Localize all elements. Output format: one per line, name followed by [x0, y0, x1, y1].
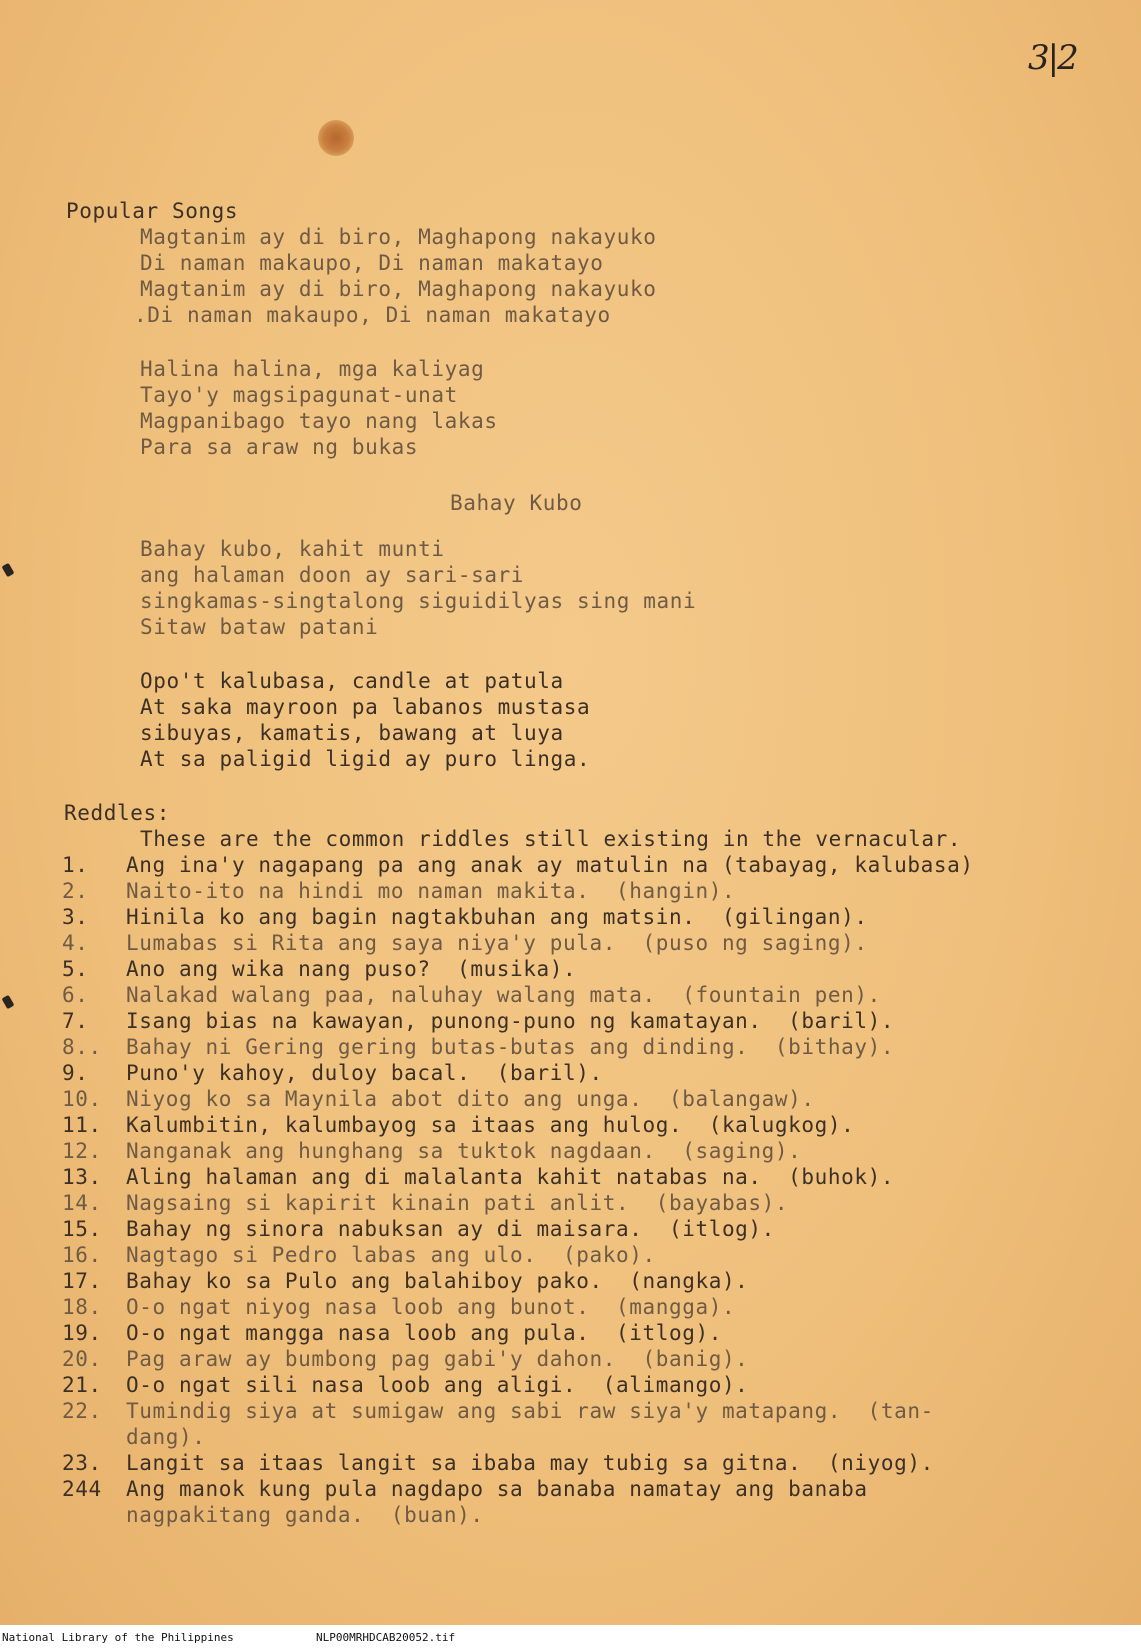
riddle-text: Bahay ko sa Pulo ang balahiboy pako. (nangka). [126, 1269, 749, 1293]
riddle-item [62, 1060, 603, 1086]
riddle-item [62, 1294, 735, 1320]
riddle-item [62, 1346, 748, 1372]
riddles-intro: These are the common riddles still existing in the vernacular. [140, 827, 962, 851]
riddle-number: 3. [62, 905, 89, 929]
riddle-number: 11. [62, 1113, 102, 1137]
riddle-number: 9. [62, 1061, 89, 1085]
riddle-text: Ano ang wika nang puso? (musika). [126, 957, 577, 981]
song-line: Sitaw bataw patani [140, 615, 379, 639]
riddle-number: 244 [62, 1477, 102, 1501]
riddle-text: Nagsaing si kapirit kinain pati anlit. (bayabas). [126, 1191, 789, 1215]
riddle-number: 17. [62, 1269, 102, 1293]
riddle-number: 15. [62, 1217, 102, 1241]
riddle-number: 14. [62, 1191, 102, 1215]
riddle-item [62, 1476, 868, 1502]
riddle-item [62, 1216, 775, 1242]
page-number: 3|2 [1028, 38, 1077, 78]
riddle-number: 23. [62, 1451, 102, 1475]
riddle-item [62, 982, 881, 1008]
song-line: sibuyas, kamatis, bawang at luya [140, 721, 564, 745]
song-line: singkamas-singtalong siguidilyas sing mani [140, 589, 697, 613]
riddle-item [62, 904, 868, 930]
song-line: ang halaman doon ay sari-sari [140, 563, 525, 587]
riddle-text: Langit sa itaas langit sa ibaba may tubig sa gitna. (niyog). [126, 1451, 934, 1475]
riddle-text: Nagtago si Pedro labas ang ulo. (pako). [126, 1243, 656, 1267]
riddle-item [62, 956, 576, 982]
riddle-text: O-o ngat niyog nasa loob ang bunot. (mangga). [126, 1295, 736, 1319]
riddle-text: Aling halaman ang di malalanta kahit natabas na. (buhok). [126, 1165, 895, 1189]
riddle-text: Pag araw ay bumbong pag gabi'y dahon. (banig). [126, 1347, 749, 1371]
riddle-number: 18. [62, 1295, 102, 1319]
riddle-number: 22. [62, 1399, 102, 1423]
riddle-number: 20. [62, 1347, 102, 1371]
song-line: Halina halina, mga kaliyag [140, 357, 485, 381]
riddle-text: O-o ngat mangga nasa loob ang pula. (itlog). [126, 1321, 722, 1345]
song-line: At sa paligid ligid ay puro linga. [140, 747, 591, 771]
riddle-text: Kalumbitin, kalumbayog sa itaas ang hulog. (kalugkog). [126, 1113, 855, 1137]
riddle-text: Naito-ito na hindi mo naman makita. (hangin). [126, 879, 736, 903]
riddle-text: Tumindig siya at sumigaw ang sabi raw siya'y matapang. (tan- [126, 1399, 934, 1423]
footer-bar [0, 1625, 1141, 1650]
songs-heading: Popular Songs [66, 199, 239, 223]
riddle-item [62, 1398, 934, 1424]
riddle-item [62, 1034, 894, 1060]
riddle-item [62, 852, 974, 878]
riddle-number: 4. [62, 931, 89, 955]
margin-mark [2, 563, 15, 577]
footer-filename: NLP00MRHDCAB20052.tif [316, 1631, 456, 1644]
riddle-text: Nalakad walang paa, naluhay walang mata. (fountain pen). [126, 983, 881, 1007]
riddle-item [62, 1086, 815, 1112]
riddle-text: Ang ina'y nagapang pa ang anak ay matulin na (tabayag, kalubasa) [126, 853, 974, 877]
riddle-item [62, 1242, 656, 1268]
riddle-item [62, 1268, 748, 1294]
stain [318, 120, 354, 156]
riddle-item [62, 930, 868, 956]
riddle-item [62, 1138, 801, 1164]
riddle-text: Ang manok kung pula nagdapo sa banaba namatay ang banaba [126, 1477, 868, 1501]
song-line: Magpanibago tayo nang lakas [140, 409, 498, 433]
song-line: Magtanim ay di biro, Maghapong nakayuko [140, 225, 657, 249]
song-line: .Di naman makaupo, Di naman makatayo [134, 303, 611, 327]
riddle-number: 1. [62, 853, 89, 877]
song-line: Bahay kubo, kahit munti [140, 537, 445, 561]
riddle-item [62, 1164, 894, 1190]
riddle-item [62, 1372, 748, 1398]
riddle-number: 10. [62, 1087, 102, 1111]
riddle-text: Bahay ni Gering gering butas-butas ang dinding. (bithay). [126, 1035, 895, 1059]
riddle-number: 13. [62, 1165, 102, 1189]
riddle-text: Bahay ng sinora nabuksan ay di maisara. (itlog). [126, 1217, 775, 1241]
riddle-number: 6. [62, 983, 89, 1007]
riddle-number: 5. [62, 957, 89, 981]
song-line: At saka mayroon pa labanos mustasa [140, 695, 591, 719]
song-line: Opo't kalubasa, candle at patula [140, 669, 564, 693]
riddle-text: Lumabas si Rita ang saya niya'y pula. (puso ng saging). [126, 931, 868, 955]
riddle-item [62, 1008, 894, 1034]
riddle-text: O-o ngat sili nasa loob ang aligi. (alimango). [126, 1373, 749, 1397]
riddle-number: 19. [62, 1321, 102, 1345]
riddle-number: 7. [62, 1009, 89, 1033]
riddle-text: Niyog ko sa Maynila abot dito ang unga. (balangaw). [126, 1087, 815, 1111]
riddle-number: 12. [62, 1139, 102, 1163]
riddle-continuation: nagpakitang ganda. (buan). [126, 1503, 484, 1527]
riddle-text: Hinila ko ang bagin nagtakbuhan ang matsin. (gilingan). [126, 905, 868, 929]
riddle-text: Nanganak ang hunghang sa tuktok nagdaan. (saging). [126, 1139, 802, 1163]
riddle-text: Puno'y kahoy, duloy bacal. (baril). [126, 1061, 603, 1085]
margin-mark [2, 995, 15, 1009]
song-line: Tayo'y magsipagunat-unat [140, 383, 458, 407]
riddle-number: 16. [62, 1243, 102, 1267]
riddles-heading: Reddles: [64, 801, 170, 825]
riddle-item [62, 1112, 854, 1138]
riddle-number: 2. [62, 879, 89, 903]
song-title: Bahay Kubo [450, 491, 583, 515]
song-line: Magtanim ay di biro, Maghapong nakayuko [140, 277, 657, 301]
riddle-item [62, 1190, 788, 1216]
riddle-number: 21. [62, 1373, 102, 1397]
song-line: Para sa araw ng bukas [140, 435, 419, 459]
riddle-text: Isang bias na kawayan, punong-puno ng kamatayan. (baril). [126, 1009, 895, 1033]
riddle-item [62, 878, 735, 904]
riddle-continuation: dang). [126, 1425, 206, 1449]
riddle-item [62, 1450, 934, 1476]
riddle-number: 8.. [62, 1035, 102, 1059]
footer-library: National Library of the Philippines [2, 1631, 234, 1644]
song-line: Di naman makaupo, Di naman makatayo [140, 251, 604, 275]
riddle-item [62, 1320, 722, 1346]
